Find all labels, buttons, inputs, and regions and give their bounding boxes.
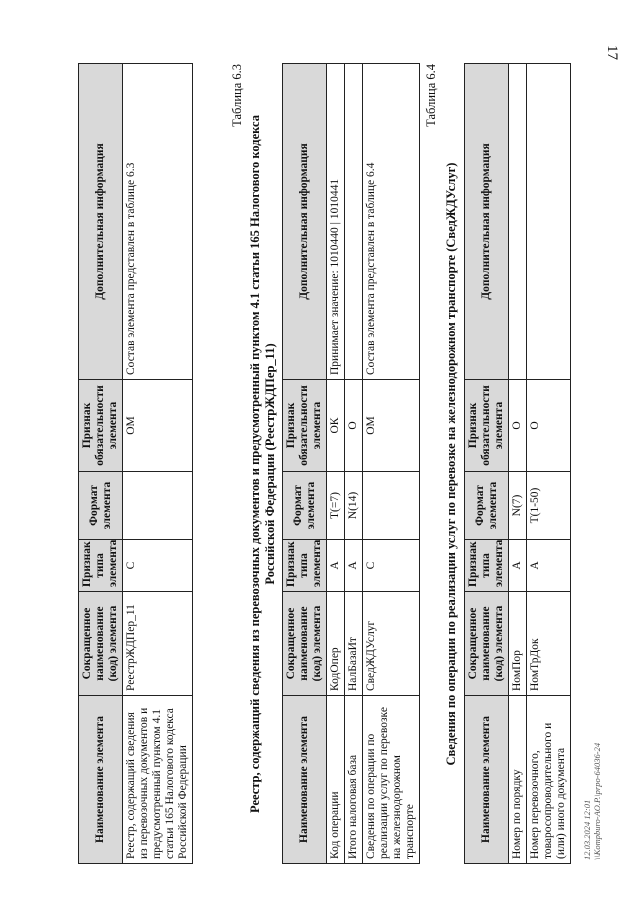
- col-header: Формат элемента: [283, 472, 327, 540]
- col-header: Формат элемента: [79, 472, 123, 540]
- cell: T(=7): [327, 472, 345, 540]
- col-header: Признак типа элемента: [283, 540, 327, 592]
- cell: СведЖДУслуг: [363, 592, 420, 696]
- col-header: Формат элемента: [465, 472, 509, 540]
- col-header: Признак обязательности элемента: [465, 380, 509, 472]
- cell: Итого налоговая база: [345, 696, 363, 864]
- cell: Номер перевозочного, товаросопроводительного и (или) иного документа: [527, 696, 571, 864]
- cell: А: [345, 540, 363, 592]
- table-row: [345, 64, 363, 864]
- table-top: [78, 63, 193, 864]
- page-number: 17: [604, 45, 620, 60]
- table-6-3-caption: Реестр, содержащий сведения из перевозочных документов и предусмотренный пунктом 4.1 статьи 165 Налогового кодекса Российской Федерации (РеестрЖДПер_11): [248, 115, 277, 813]
- cell: НомПор: [509, 592, 527, 696]
- cell: Состав элемента представлен в таблице 6.4: [363, 64, 420, 380]
- col-header: Признак обязательности элемента: [79, 380, 123, 472]
- col-header: Наименование элемента: [283, 696, 327, 864]
- table-row: [527, 64, 571, 864]
- cell: ОМ: [123, 380, 193, 472]
- col-header: Дополнительная информация: [79, 64, 123, 380]
- cell: С: [363, 540, 420, 592]
- cell: [527, 64, 571, 380]
- cell: [345, 64, 363, 380]
- table-header-row: [79, 64, 123, 864]
- col-header: Признак типа элемента: [79, 540, 123, 592]
- col-header: Признак типа элемента: [465, 540, 509, 592]
- table-6-4-caption: Сведения по операции по реализации услуг по перевозке на железнодорожном транспорте (СведЖДУслуг): [444, 162, 458, 766]
- rotated-content: [70, 64, 610, 864]
- table-6-3-label: Таблица 6.3: [230, 64, 244, 127]
- col-header: Сокращенное наименование (код) элемента: [465, 592, 509, 696]
- table-6-3: [282, 63, 420, 864]
- cell: НалБазаИт: [345, 592, 363, 696]
- cell: Реестр, содержащий сведения из перевозочных документов и предусмотренный пунктом 4.1 статьи 165 Налогового кодекса Российской Федерации: [123, 696, 193, 864]
- col-header: Наименование элемента: [79, 696, 123, 864]
- cell: О: [345, 380, 363, 472]
- cell: [509, 64, 527, 380]
- table-6-4: [464, 63, 571, 864]
- table-row: [123, 64, 193, 864]
- cell: N(14): [345, 472, 363, 540]
- table-header-row: [465, 64, 509, 864]
- cell: Код операции: [327, 696, 345, 864]
- cell: А: [527, 540, 571, 592]
- col-header: Дополнительная информация: [465, 64, 509, 380]
- table-row: [363, 64, 420, 864]
- col-header: Наименование элемента: [465, 696, 509, 864]
- cell: О: [527, 380, 571, 472]
- col-header: Сокращенное наименование (код) элемента: [79, 592, 123, 696]
- cell: НомТрДок: [527, 592, 571, 696]
- cell: РеестрЖДПер_11: [123, 592, 193, 696]
- cell: Номер по порядку: [509, 696, 527, 864]
- col-header: Сокращенное наименование (код) элемента: [283, 592, 327, 696]
- cell: N(7): [509, 472, 527, 540]
- cell: КодОпер: [327, 592, 345, 696]
- table-row: [327, 64, 345, 864]
- table-header-row: [283, 64, 327, 864]
- cell: Состав элемента представлен в таблице 6.3: [123, 64, 193, 380]
- cell: А: [327, 540, 345, 592]
- cell: О: [509, 380, 527, 472]
- stamp-path: \\Kompburo-AO.P.\prpo-64036-24: [592, 742, 602, 860]
- cell: Сведения по операции по реализации услуг по перевозке на железнодорожном транспорте: [363, 696, 420, 864]
- cell: Принимает значение: 1010440 | 1010441: [327, 64, 345, 380]
- cell: [123, 472, 193, 540]
- stamp-date: 12.03.2024 12:01: [582, 799, 592, 860]
- table-6-4-label: Таблица 6.4: [424, 64, 438, 127]
- table-row: [509, 64, 527, 864]
- col-header: Признак обязательности элемента: [283, 380, 327, 472]
- cell: ОМ: [363, 380, 420, 472]
- cell: С: [123, 540, 193, 592]
- cell: T(1-50): [527, 472, 571, 540]
- cell: ОК: [327, 380, 345, 472]
- cell: [363, 472, 420, 540]
- print-stamp: [582, 743, 602, 860]
- cell: А: [509, 540, 527, 592]
- col-header: Дополнительная информация: [283, 64, 327, 380]
